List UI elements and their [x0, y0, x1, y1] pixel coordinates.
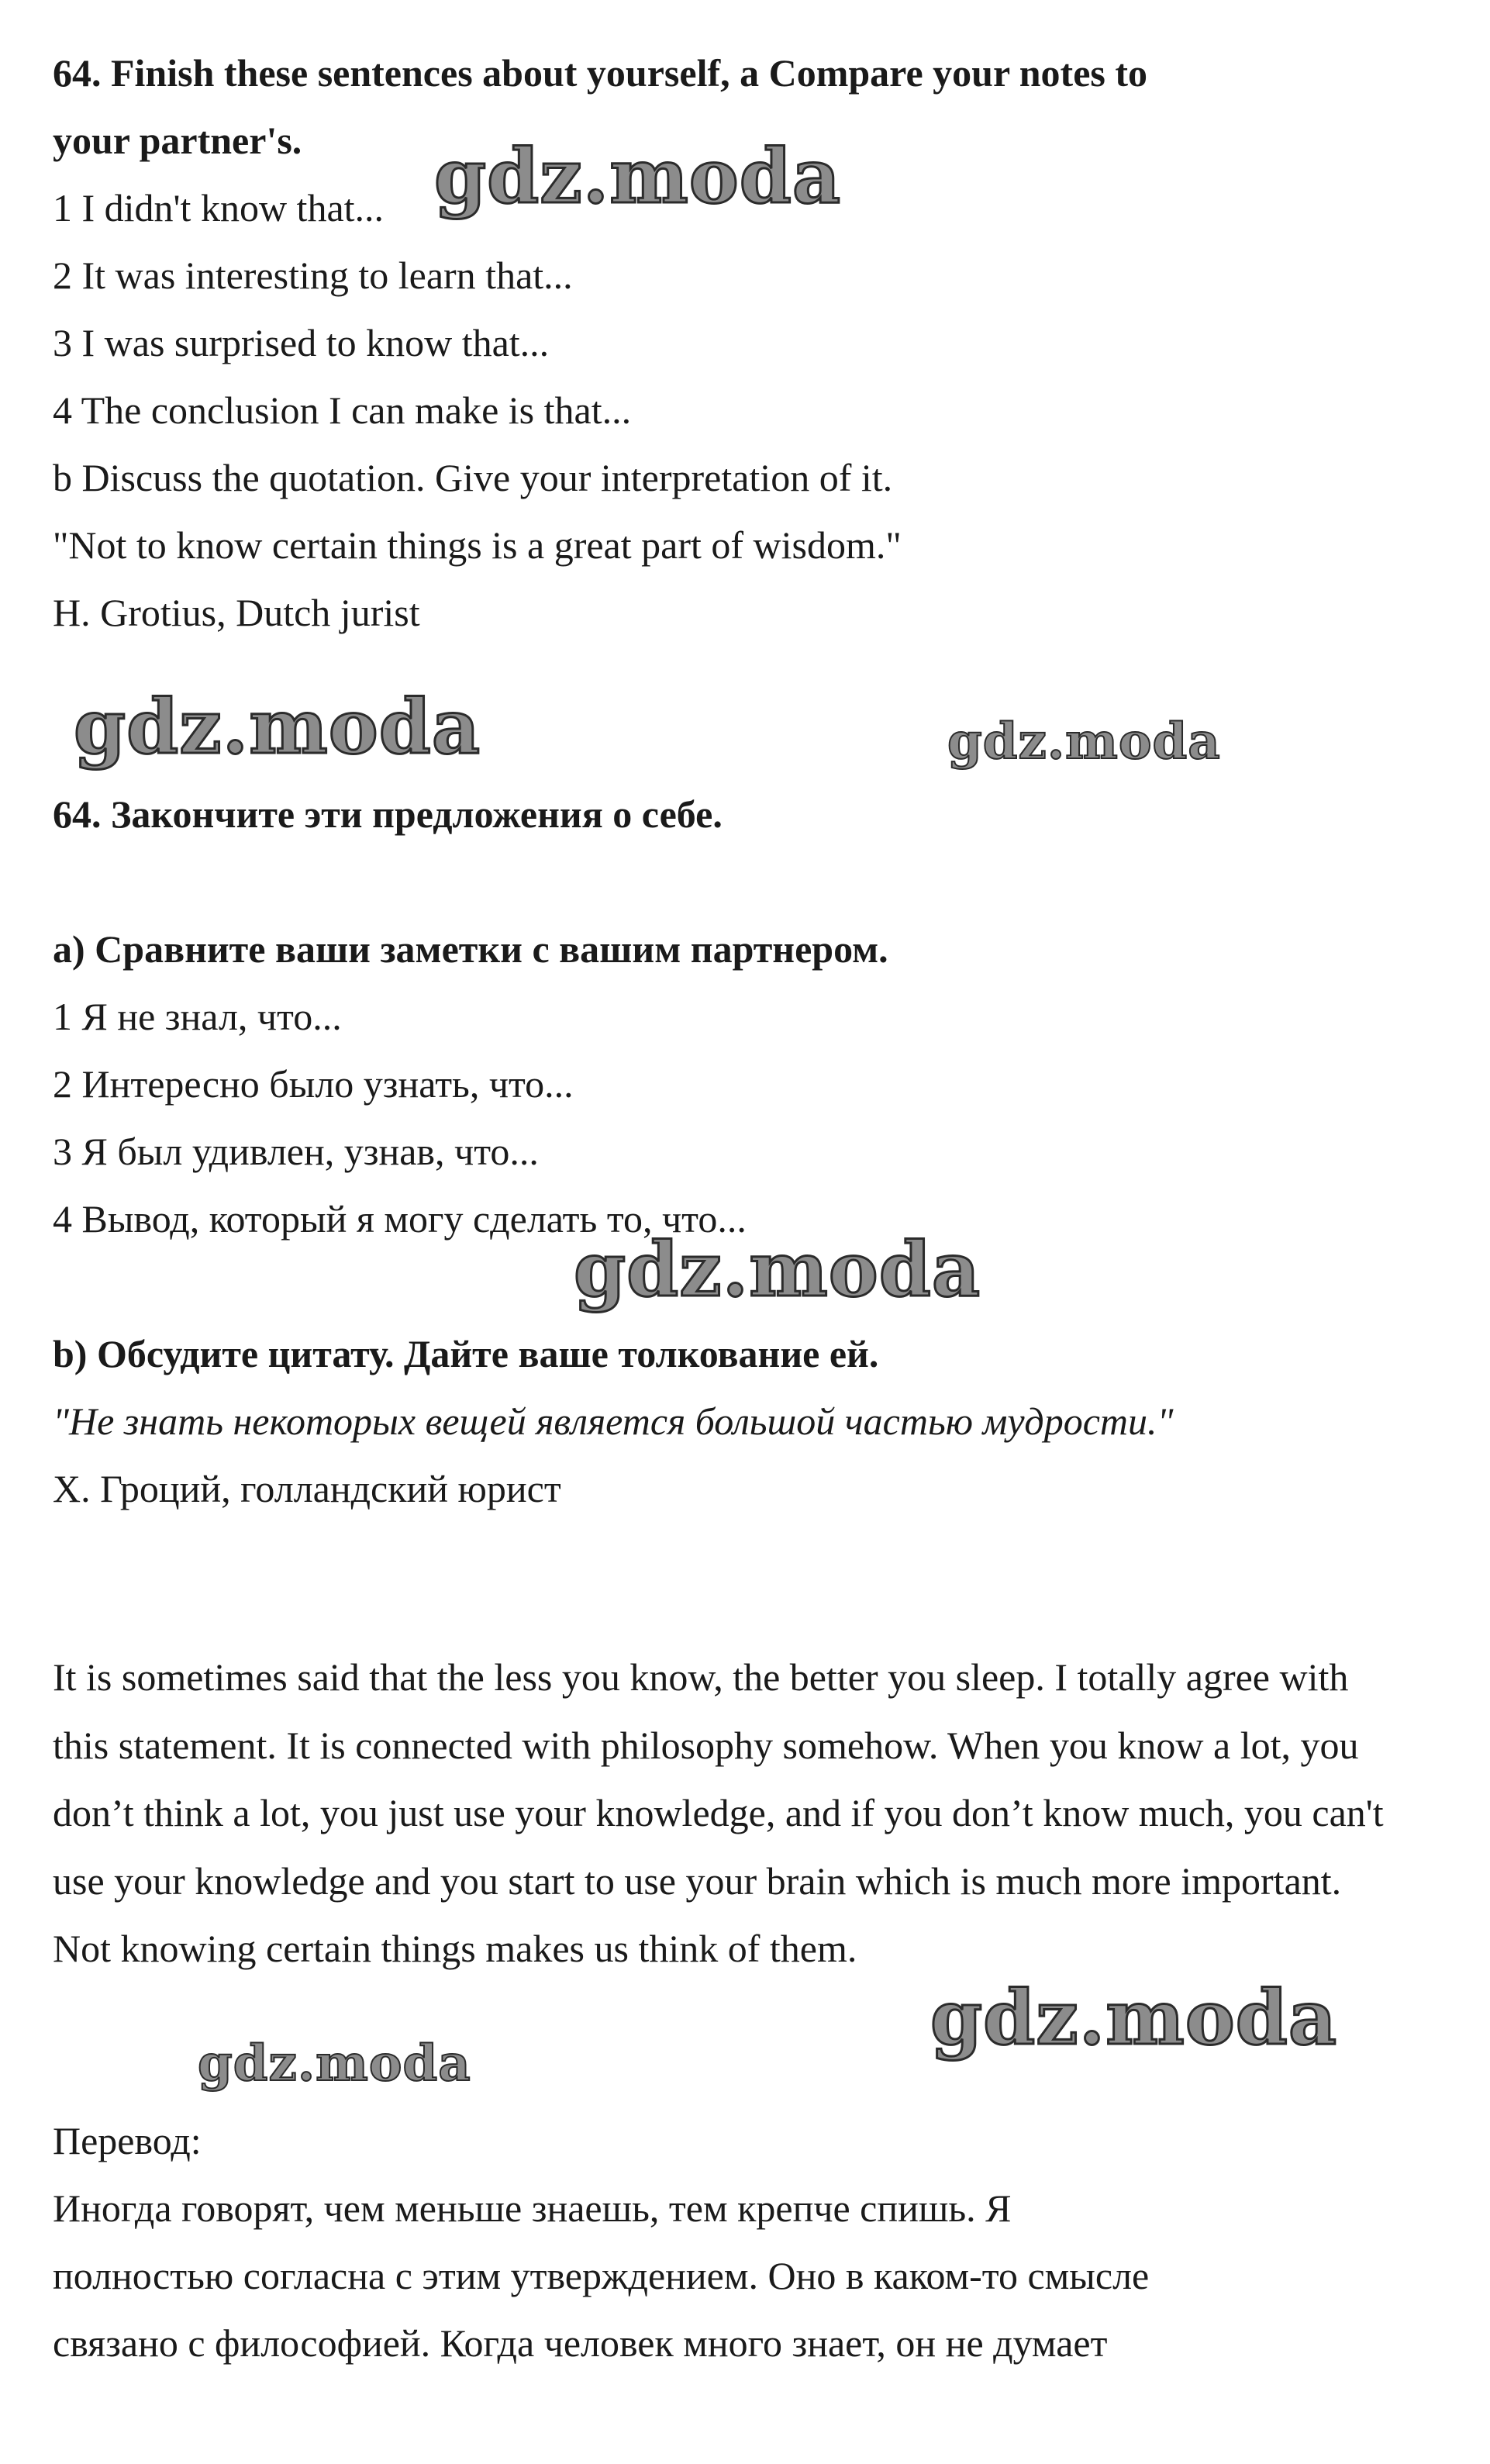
watermark: gdz.moda	[74, 683, 481, 771]
task-ru-item-4: 4 Вывод, который я могу сделать то, что...	[53, 1197, 747, 1241]
translation-label: Перевод:	[53, 2119, 202, 2162]
watermark: gdz.moda	[198, 2034, 471, 2093]
task-heading-line-2: your partner's.	[53, 119, 302, 162]
task-ru-quote-author: Х. Гроций, голландский юрист	[53, 1467, 561, 1510]
task-heading-line-1: 64. Finish these sentences about yourself, a Compare your notes to	[53, 51, 1148, 95]
task-ru-quote: "Не знать некоторых вещей является большой частью мудрости."	[53, 1399, 1174, 1443]
task-ru-item-1: 1 Я не знал, что...	[53, 995, 342, 1038]
task-ru-heading: 64. Закончите эти предложения о себе.	[53, 792, 723, 836]
task-item-2: 2 It was interesting to learn that...	[53, 254, 573, 297]
task-item-3: 3 I was surprised to know that...	[53, 321, 550, 364]
answer-paragraph-en: It is sometimes said that the less you know, the better you sleep. I totally agree with this statement. It is connected with philosophy somehow. When you know a lot, you don’t think a lot, you just use your knowledge, and if you don’t know much, you can't use your knowledge and you start to use your brain which is much more important. Not knowing certain things makes us think of them.	[53, 1655, 1384, 1970]
task-ru-item-2: 2 Интересно было узнать, что...	[53, 1062, 574, 1106]
watermark: gdz.moda	[947, 713, 1221, 771]
task-ru-part-b: b) Обсудите цитату. Дайте ваше толкование ей.	[53, 1332, 879, 1375]
task-part-b: b Discuss the quotation. Give your interpretation of it.	[53, 456, 893, 499]
task-quote: "Not to know certain things is a great part of wisdom."	[53, 523, 902, 567]
watermark: gdz.moda	[434, 133, 842, 220]
answer-ru-line-1: Иногда говорят, чем меньше знаешь, тем крепче спишь. Я	[53, 2186, 1012, 2230]
answer-ru-line-2: полностью согласна с этим утверждением. Оно в каком-то смысле	[53, 2254, 1150, 2297]
task-item-1: 1 I didn't know that...	[53, 186, 385, 229]
watermark: gdz.moda	[930, 1974, 1338, 2062]
task-item-4: 4 The conclusion I can make is that...	[53, 388, 632, 432]
task-ru-part-a: а) Сравните ваши заметки с вашим партнером.	[53, 927, 888, 971]
task-ru-item-3: 3 Я был удивлен, узнав, что...	[53, 1130, 539, 1173]
answer-ru-line-3: связано с философией. Когда человек много знает, он не думает	[53, 2321, 1108, 2365]
watermark: gdz.moda	[574, 1226, 981, 1313]
task-quote-author: H. Grotius, Dutch jurist	[53, 591, 420, 634]
